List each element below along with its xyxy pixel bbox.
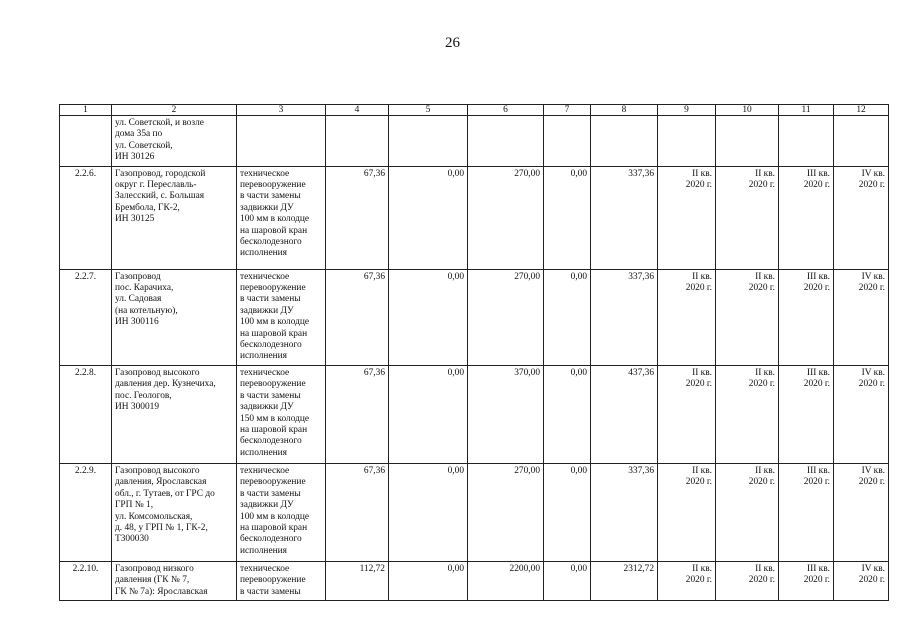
table-row — [60, 463, 889, 561]
period-col11: III кв. 2020 г. — [779, 561, 834, 600]
cost-col4: 67,36 — [326, 365, 389, 463]
item-number: 2.2.9. — [60, 463, 112, 561]
cost-col5: 0,00 — [389, 365, 468, 463]
cost-col7: 0,00 — [544, 463, 591, 561]
cost-col4 — [326, 116, 389, 167]
work-type: техническое перевооружение в части замены — [237, 561, 326, 600]
column-number: 8 — [591, 105, 658, 116]
cost-col4: 112,72 — [326, 561, 389, 600]
cost-col6: 2200,00 — [468, 561, 544, 600]
period-col12: IV кв. 2020 г. — [834, 269, 889, 365]
period-col11: III кв. 2020 г. — [779, 269, 834, 365]
work-type: техническое перевооружение в части замены задвижки ДУ 100 мм в колодце на шаровой кран бесколодезного исполнения — [237, 269, 326, 365]
object-name: ул. Советской, и возле дома 35а по ул. Советской, ИН 30126 — [112, 116, 237, 167]
table-row — [60, 365, 889, 463]
column-number-row — [60, 105, 889, 116]
period-col11: III кв. 2020 г. — [779, 365, 834, 463]
column-number: 11 — [779, 105, 834, 116]
object-name: Газопровод низкого давления (ГК № 7, ГК № 7а): Ярославская — [112, 561, 237, 600]
period-col9: II кв. 2020 г. — [658, 269, 716, 365]
page-number: 26 — [445, 35, 460, 51]
cost-col6: 270,00 — [468, 166, 544, 269]
cost-col5: 0,00 — [389, 166, 468, 269]
column-number: 3 — [237, 105, 326, 116]
cost-col8: 437,36 — [591, 365, 658, 463]
table-row — [60, 166, 889, 269]
item-number: 2.2.7. — [60, 269, 112, 365]
period-col11: III кв. 2020 г. — [779, 166, 834, 269]
period-col9 — [658, 116, 716, 167]
item-number — [60, 116, 112, 167]
period-col12: IV кв. 2020 г. — [834, 561, 889, 600]
cost-col4: 67,36 — [326, 166, 389, 269]
cost-col8 — [591, 116, 658, 167]
column-number: 10 — [716, 105, 779, 116]
cost-col5: 0,00 — [389, 561, 468, 600]
column-number: 9 — [658, 105, 716, 116]
cost-col8: 337,36 — [591, 463, 658, 561]
item-number: 2.2.8. — [60, 365, 112, 463]
table-row — [60, 116, 889, 167]
cost-col7: 0,00 — [544, 166, 591, 269]
cost-col7: 0,00 — [544, 365, 591, 463]
item-number: 2.2.6. — [60, 166, 112, 269]
period-col12: IV кв. 2020 г. — [834, 365, 889, 463]
cost-col6 — [468, 116, 544, 167]
object-name: Газопровод высокого давления дер. Кузнечиха, пос. Геологов, ИН 300019 — [112, 365, 237, 463]
period-col9: II кв. 2020 г. — [658, 166, 716, 269]
cost-col8: 2312,72 — [591, 561, 658, 600]
column-number: 5 — [389, 105, 468, 116]
column-number: 6 — [468, 105, 544, 116]
period-col9: II кв. 2020 г. — [658, 561, 716, 600]
object-name: Газопровод пос. Карачиха, ул. Садовая (на котельную), ИН 300116 — [112, 269, 237, 365]
cost-col8: 337,36 — [591, 269, 658, 365]
period-col12: IV кв. 2020 г. — [834, 463, 889, 561]
work-type: техническое перевооружение в части замены задвижки ДУ 100 мм в колодце на шаровой кран бесколодезного исполнения — [237, 463, 326, 561]
investment-table — [59, 104, 889, 601]
period-col10: II кв. 2020 г. — [716, 365, 779, 463]
period-col9: II кв. 2020 г. — [658, 365, 716, 463]
column-number: 1 — [60, 105, 112, 116]
cost-col7 — [544, 116, 591, 167]
period-col10: II кв. 2020 г. — [716, 463, 779, 561]
cost-col6: 270,00 — [468, 463, 544, 561]
item-number: 2.2.10. — [60, 561, 112, 600]
work-type: техническое перевооружение в части замены задвижки ДУ 100 мм в колодце на шаровой кран бесколодезного исполнения — [237, 166, 326, 269]
period-col10: II кв. 2020 г. — [716, 269, 779, 365]
period-col10 — [716, 116, 779, 167]
column-number: 2 — [112, 105, 237, 116]
cost-col5: 0,00 — [389, 463, 468, 561]
column-number: 12 — [834, 105, 889, 116]
table-row — [60, 269, 889, 365]
cost-col7: 0,00 — [544, 561, 591, 600]
object-name: Газопровод, городской округ г. Переславль- Залесский, с. Большая Брембола, ГК-2, ИН 30125 — [112, 166, 237, 269]
cost-col6: 370,00 — [468, 365, 544, 463]
period-col11: III кв. 2020 г. — [779, 463, 834, 561]
work-type: техническое перевооружение в части замены задвижки ДУ 150 мм в колодце на шаровой кран бесколодезного исполнения — [237, 365, 326, 463]
cost-col4: 67,36 — [326, 463, 389, 561]
column-number: 4 — [326, 105, 389, 116]
period-col12: IV кв. 2020 г. — [834, 166, 889, 269]
cost-col6: 270,00 — [468, 269, 544, 365]
period-col11 — [779, 116, 834, 167]
cost-col5 — [389, 116, 468, 167]
cost-col8: 337,36 — [591, 166, 658, 269]
period-col9: II кв. 2020 г. — [658, 463, 716, 561]
work-type — [237, 116, 326, 167]
period-col10: II кв. 2020 г. — [716, 561, 779, 600]
cost-col7: 0,00 — [544, 269, 591, 365]
cost-col4: 67,36 — [326, 269, 389, 365]
object-name: Газопровод высокого давления, Ярославская обл., г. Тутаев, от ГРС до ГРП № 1, ул. Комсомольская, д. 48, у ГРП № 1, ГК-2, Т300030 — [112, 463, 237, 561]
table-row — [60, 561, 889, 600]
period-col12 — [834, 116, 889, 167]
column-number: 7 — [544, 105, 591, 116]
cost-col5: 0,00 — [389, 269, 468, 365]
period-col10: II кв. 2020 г. — [716, 166, 779, 269]
